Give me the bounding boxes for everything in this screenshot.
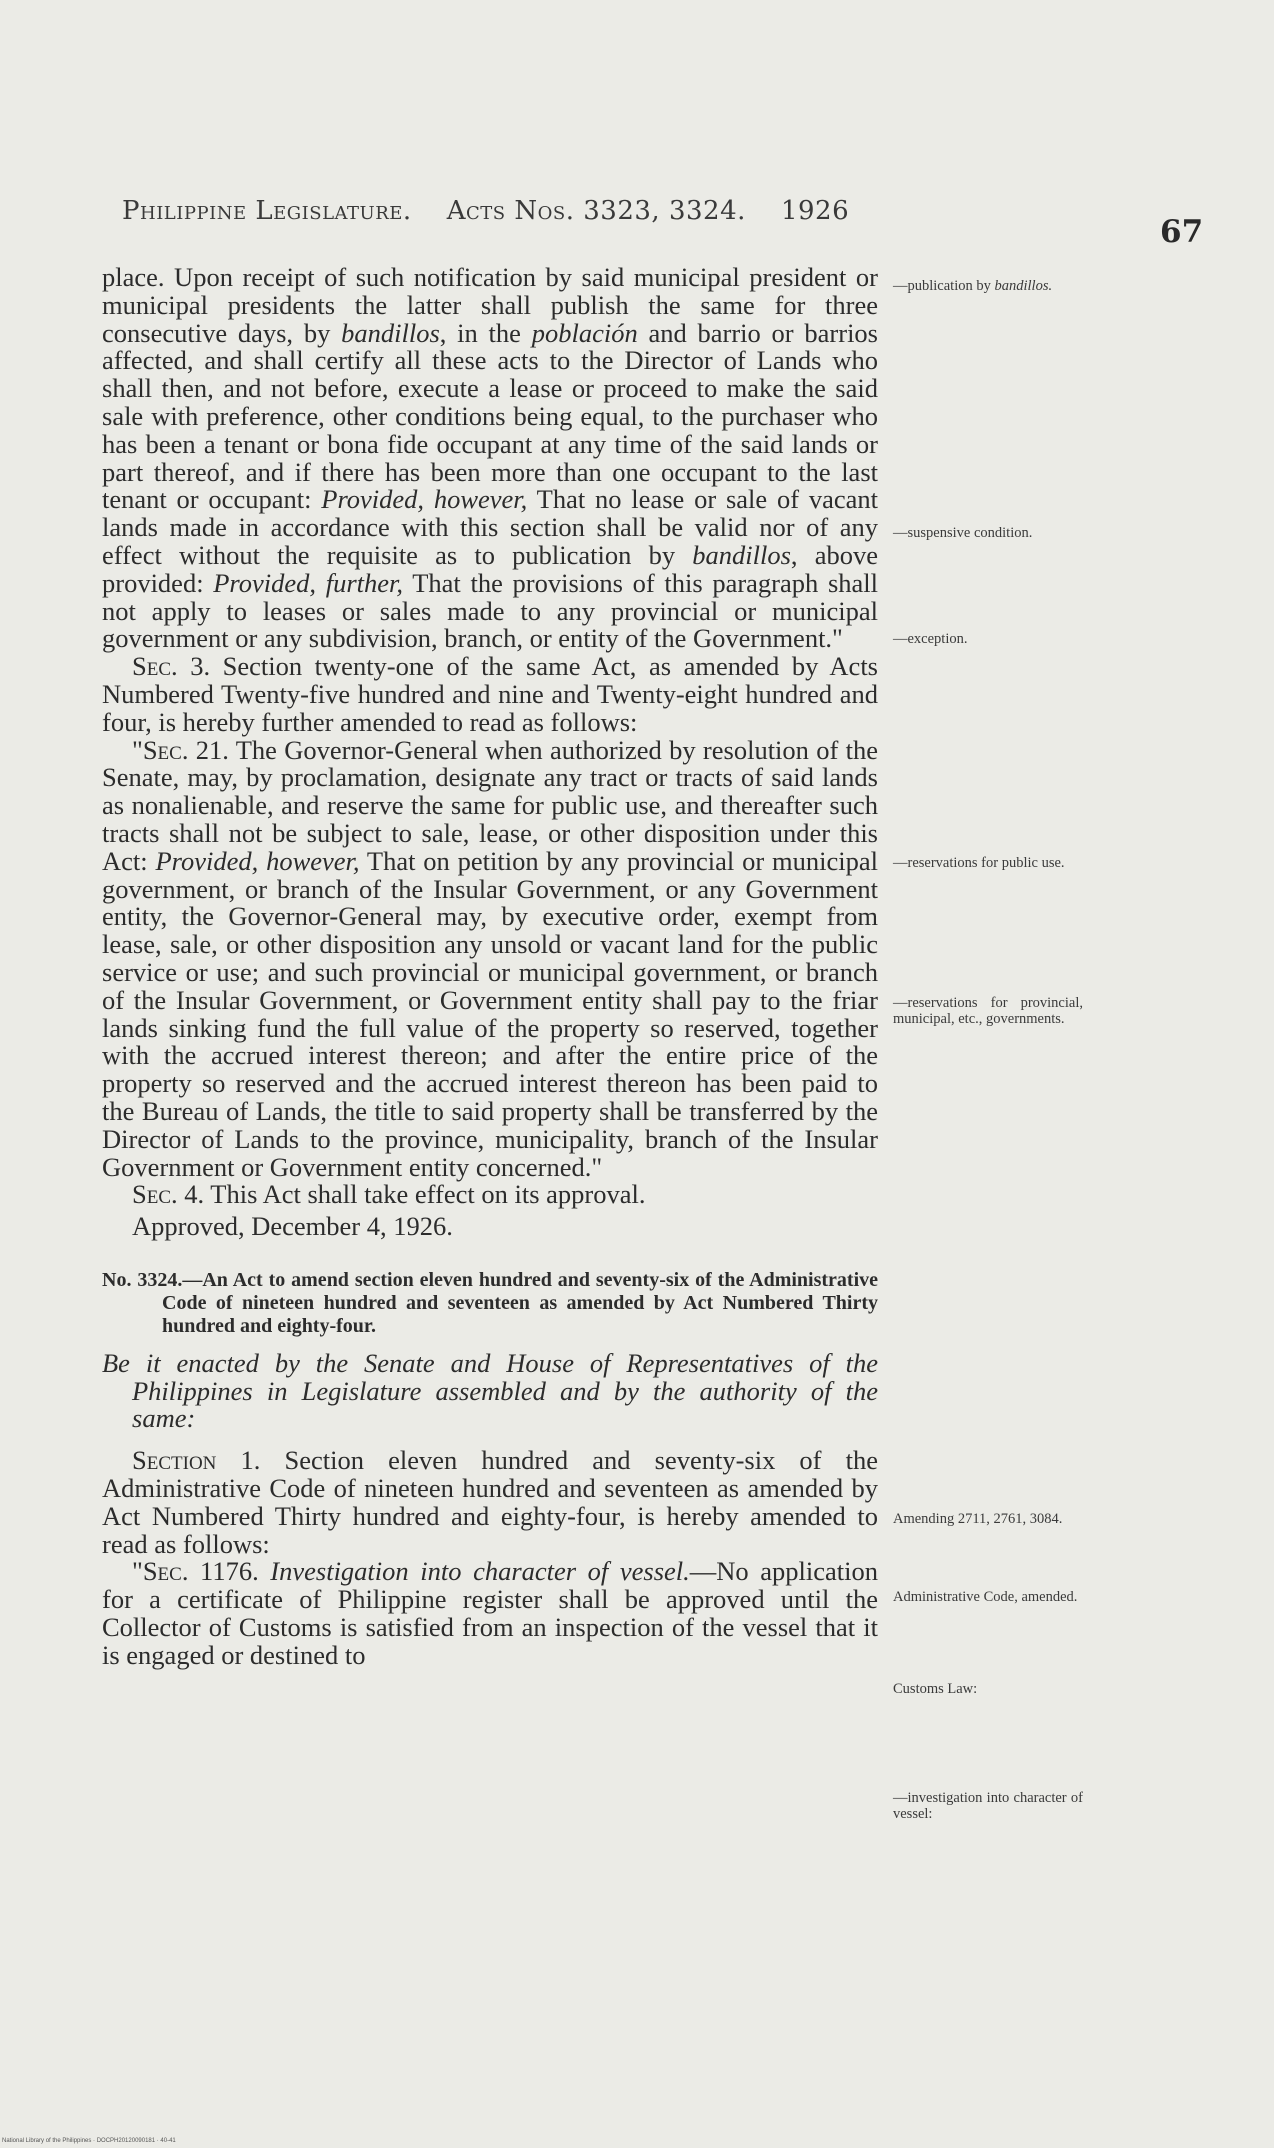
margin-note-administrative-code: Administrative Code, amended.	[893, 1589, 1078, 1605]
margin-note-customs-law: Customs Law:	[893, 1681, 978, 1697]
margin-note-suspensive-condition: —suspensive condition.	[893, 525, 1033, 541]
section-4: Sec. 4. This Act shall take effect on its approval.	[132, 1179, 646, 1210]
section-1176-text: "Sec. 1176. Investigation into character of vessel.—No application for a certificate of Philippine register shall be approved until the Collector of Customs is satisfied from an inspection of the vessel that it is engaged or destined to	[102, 1556, 879, 1670]
page-number: 67	[1160, 214, 1204, 250]
margin-note-exception: —exception.	[893, 631, 968, 647]
margin-note-reservations-public-use: —reservations for public use.	[893, 855, 1065, 871]
header-year: 1926	[780, 196, 850, 226]
approval-date: Approved, December 4, 1926.	[132, 1211, 453, 1242]
section-21-text: "Sec. 21. The Governor-General when authorized by resolution of the Senate, may, by proclamation, designate any tract or tracts of said lands as nonalienable, and reserve the same for public use, and thereafter such tracts shall not be subject to sale, lease, or other disposition under this Act: Provided, however, That on petition by any provincial or municipal government, or branch of the Insular Government, or any Government entity, the Governor-General may, by executive order, exempt from lease, sale, or other disposition any unsold or vacant land for the public service or use; and such provincial or municipal government, or branch of the Insular Government, or Government entity shall pay to the friar lands sinking fund the full value of the property so reserved, together with the accrued interest thereon; and after the entire price of the property so reserved and the accrued interest thereon has been paid to the Bureau of Lands, the title to said property shall be transferred by the Director of Lands to the province, municipality, branch of the Insular Government or Government entity concerned."	[102, 734, 879, 1182]
body-text	[102, 264, 878, 1670]
enacting-clause: Be it enacted by the Senate and House of Representatives of the Philippines in Legislature assembled and by the authority of the same:	[102, 1347, 878, 1434]
running-header	[122, 196, 882, 226]
margin-note-amending: Amending 2711, 2761, 3084.	[893, 1511, 1063, 1527]
header-acts: Acts Nos. 3323, 3324.	[446, 196, 746, 226]
section-1: Section 1. Section eleven hundred and seventy-six of the Administrative Code of nineteen hundred and seventeen as amended by Act Numbered Thirty hundred and eighty-four, is hereby amended to read as follows:	[102, 1445, 878, 1559]
section-3: Sec. 3. Section twenty-one of the same Act, as amended by Acts Numbered Twenty-five hundred and nine and Twenty-eight hundred and four, is hereby further amended to read as follows:	[102, 651, 878, 737]
paragraph-continuation: place. Upon receipt of such notification by said municipal president or municipal presidents the latter shall publish the same for three consecutive days, by bandillos, in the población and barrio or barrios affected, and shall certify all these acts to the Director of Lands who shall then, and not before, execute a lease or proceed to make the said sale with preference, other conditions being equal, to the purchaser who has been a tenant or bona fide occupant at any time of the said lands or part thereof, and if there has been more than one occupant to the last tenant or occupant: Provided, however, That no lease or sale of vacant lands made in accordance with this section shall be valid nor of any effect without the requisite as to publication by bandillos, above provided: Provided, further, That the provisions of this paragraph shall not apply to leases or sales made to any provincial or municipal government or any subdivision, branch, or entity of the Government."	[102, 262, 878, 654]
margin-note-publication: —publication by bandillos.	[893, 278, 1053, 294]
header-legislature: Philippine Legislature.	[122, 196, 412, 226]
margin-note-investigation: —investigation into character of vessel:	[893, 1790, 1083, 1822]
margin-note-reservations-governments: —reservations for provincial, municipal, etc., governments.	[893, 995, 1083, 1027]
scan-footer: National Library of the Philippines · DOCPH20120090181 · 40-41	[2, 2138, 176, 2144]
act-3324-title: No. 3324.—An Act to amend section eleven hundred and seventy-six of the Administrative Code of nineteen hundred and seventeen as amended by Act Numbered Thirty hundred and eighty-four.	[102, 1268, 878, 1337]
